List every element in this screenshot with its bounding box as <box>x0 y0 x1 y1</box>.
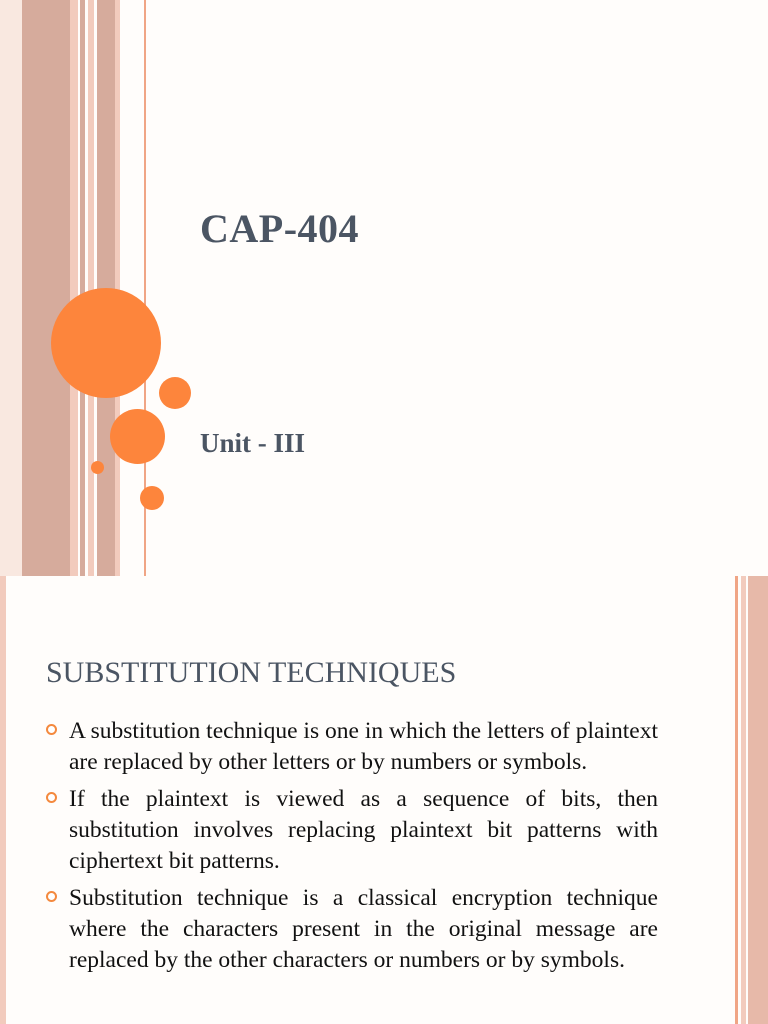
circle-bullet-icon <box>46 792 57 803</box>
bullet-list <box>46 716 658 982</box>
decorative-stripe <box>88 0 94 576</box>
decorative-stripe <box>70 0 78 576</box>
decorative-stripe <box>22 0 70 576</box>
content-slide <box>0 576 768 1024</box>
slide-title: SUBSTITUTION TECHNIQUES <box>46 656 457 689</box>
circle-bullet-icon <box>46 891 57 902</box>
decorative-stripe <box>0 576 6 1024</box>
decorative-stripe <box>0 0 22 576</box>
small-decorative-circle <box>140 486 164 510</box>
bullet-text: A substitution technique is one in which the letters of plaintext are replaced by other letters or by numbers or symbols. <box>69 718 658 775</box>
bullet-item <box>46 784 658 877</box>
decorative-stripe <box>741 576 746 1024</box>
decorative-stripe <box>748 576 768 1024</box>
small-decorative-circle <box>159 377 191 409</box>
bullet-text: If the plaintext is viewed as a sequence of bits, then substitution involves replacing plaintext bit patterns with ciphertext bit patterns. <box>69 786 658 874</box>
circle-bullet-icon <box>46 724 57 735</box>
slide-title: CAP-404 <box>200 206 360 251</box>
large-decorative-circle <box>51 288 161 398</box>
decorative-stripe <box>735 576 738 1024</box>
bullet-text: Substitution technique is a classical encryption technique where the characters present in the original message are replaced by the other characters or numbers or by symbols. <box>69 885 658 973</box>
bullet-item <box>46 883 658 976</box>
decorative-stripe <box>80 0 85 576</box>
slide-subtitle: Unit - III <box>200 428 306 458</box>
tiny-decorative-circle <box>91 461 104 474</box>
bullet-item <box>46 716 658 778</box>
medium-decorative-circle <box>110 409 165 464</box>
